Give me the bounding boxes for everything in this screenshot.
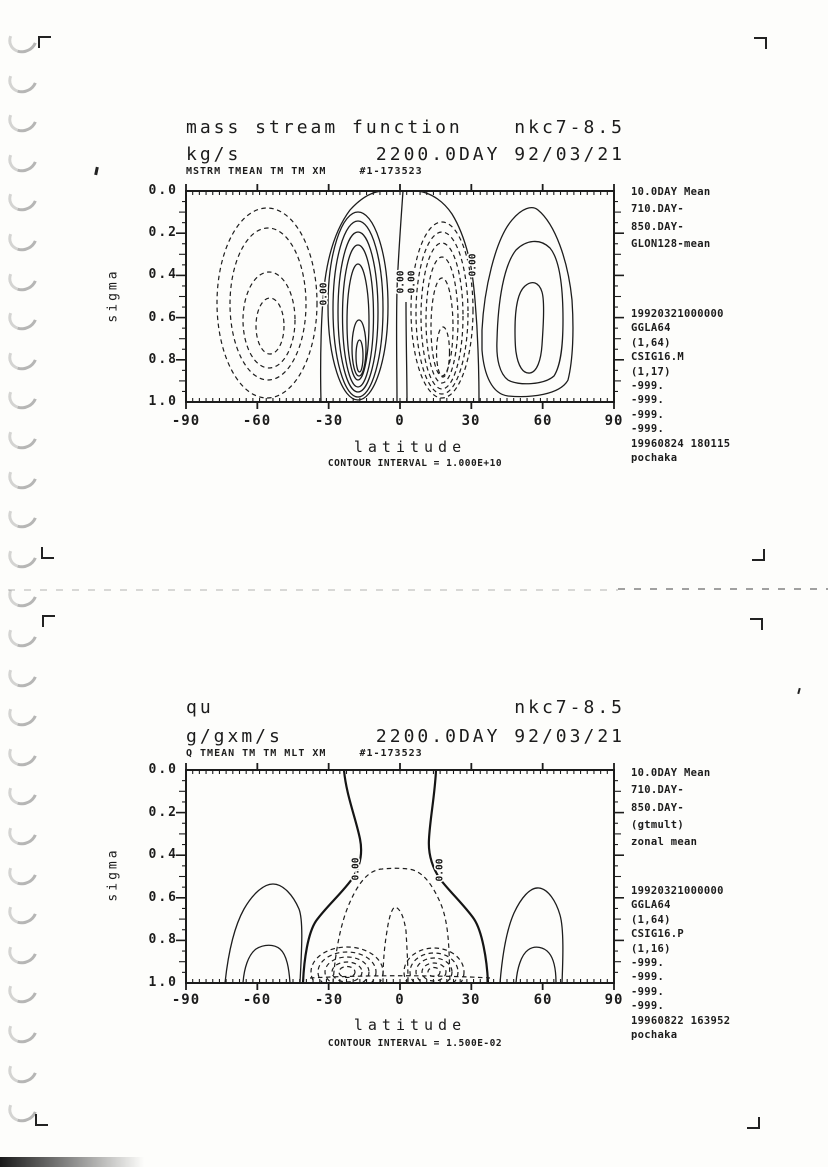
zero-contour-line: [397, 191, 403, 402]
annotation-line: pochaka: [631, 452, 678, 465]
x-tick-label: -60: [242, 992, 272, 1008]
scan-smudge: [0, 1157, 160, 1167]
annotation-line: 10.0DAY Mean: [631, 186, 711, 198]
contour: [356, 340, 363, 372]
y-tick-label: 1.0: [148, 394, 178, 409]
contour: [311, 947, 383, 997]
binder-hole: [4, 655, 43, 692]
binder-hole: [4, 140, 43, 177]
registration-mark: [35, 1114, 48, 1126]
contour: [243, 945, 290, 983]
contour: [338, 232, 378, 392]
binder-hole: [4, 1051, 43, 1088]
zero-contours: [303, 770, 488, 983]
contour: [256, 298, 284, 354]
registration-mark: [38, 36, 51, 48]
x-tick-label: -30: [314, 413, 344, 429]
contour-interval-label: CONTOUR INTERVAL = 1.000E+10: [327, 458, 503, 469]
binder-hole: [4, 298, 43, 335]
annotation-line: -999.: [631, 985, 665, 998]
contour: [225, 884, 302, 983]
y-tick-label: 0.2: [148, 805, 178, 820]
y-tick-label: 0.8: [148, 352, 178, 367]
contour: [516, 947, 556, 983]
x-tick-label: 90: [604, 413, 624, 429]
right-annotations-lower: [631, 884, 730, 1042]
fold-line: [8, 589, 618, 591]
fold-line: [618, 588, 828, 590]
annotation-line: pochaka: [631, 1029, 678, 1042]
annotation-line: 710.DAY-: [631, 203, 684, 216]
time-label: 2200.0DAY 92/03/21: [375, 144, 625, 165]
x-tick-label: 30: [461, 992, 481, 1008]
x-tick-label: 0: [395, 413, 405, 429]
registration-mark: [41, 547, 54, 559]
contour: [515, 283, 544, 373]
y-tick-label: 0.0: [148, 762, 178, 777]
zero-contour-label: 0.00: [467, 253, 479, 277]
zero-contour-label: 0.00: [350, 857, 362, 881]
registration-mark: [747, 1117, 760, 1129]
contour: [497, 241, 563, 383]
annotation-line: zonal mean: [631, 836, 698, 849]
annotation-line: -999.: [631, 408, 665, 421]
variable-header: MSTRM TMEAN TM TM XM: [186, 166, 327, 177]
annotation-line: 19920321000000: [631, 308, 724, 320]
binder-hole: [4, 1011, 43, 1048]
binder-hole: [4, 615, 43, 652]
record-id: #1-173523: [359, 166, 423, 177]
registration-mark: [752, 549, 765, 561]
annotation-line: (1,64): [631, 336, 671, 349]
record-id: #1-173523: [359, 748, 423, 759]
ink-speck: [797, 688, 800, 694]
y-tick-label: 0.4: [148, 847, 178, 862]
contour: [383, 907, 408, 983]
registration-mark: [754, 37, 767, 49]
binder-hole: [4, 179, 43, 216]
contour: [428, 968, 440, 977]
annotation-line: (1,16): [631, 942, 671, 955]
zero-contour-label: 0.00: [406, 270, 418, 294]
binder-hole: [4, 259, 43, 296]
contour-plot-canvas: [160, 180, 630, 420]
contour: [431, 278, 453, 376]
annotation-line: GGLA64: [631, 322, 671, 335]
binder-hole: [4, 813, 43, 850]
binder-hole: [4, 61, 43, 98]
annotation-line: GGLA64: [631, 899, 671, 912]
x-tick-label: -90: [171, 413, 201, 429]
right-annotations-upper: [631, 184, 710, 253]
zero-contour-label: 0.00: [395, 270, 407, 294]
contour: [421, 243, 463, 389]
positive-contours: [225, 884, 563, 983]
x-axis-title: latitude: [353, 438, 467, 456]
contour: [416, 232, 468, 394]
units-label: kg/s: [186, 144, 242, 165]
annotation-line: GLON128-mean: [631, 237, 711, 250]
contour: [411, 222, 473, 398]
binder-hole: [4, 773, 43, 810]
plot-frame: [186, 770, 614, 983]
x-tick-label: -90: [171, 992, 201, 1008]
x-tick-label: -30: [314, 992, 344, 1008]
zero-contour-label: 0.00: [318, 282, 330, 306]
y-tick-label: 0.0: [148, 183, 178, 198]
right-annotations-upper: [631, 765, 710, 851]
y-axis-title: sigma: [105, 847, 121, 902]
contour: [422, 963, 446, 981]
registration-mark: [42, 615, 55, 627]
y-tick-label: 0.4: [148, 267, 178, 282]
binder-hole: [4, 417, 43, 454]
y-axis-title: sigma: [105, 268, 121, 323]
annotation-line: 10.0DAY Mean: [631, 767, 711, 779]
annotation-line: -999.: [631, 394, 665, 407]
binder-hole: [4, 21, 43, 58]
annotation-line: -999.: [631, 1000, 665, 1013]
zero-contour-label: 0.00: [434, 858, 446, 882]
contour: [352, 320, 366, 376]
binder-hole: [4, 338, 43, 375]
zero-contour-line: [406, 302, 407, 402]
contour: [217, 208, 317, 398]
annotation-line: -999.: [631, 957, 665, 970]
x-tick-label: -60: [242, 413, 272, 429]
y-tick-label: 0.2: [148, 225, 178, 240]
contour-interval-label: CONTOUR INTERVAL = 1.500E-02: [327, 1038, 503, 1049]
contour: [482, 208, 573, 397]
binder-hole: [4, 496, 43, 533]
annotation-line: -999.: [631, 971, 665, 984]
binder-hole: [4, 575, 43, 612]
contour: [404, 948, 464, 996]
ink-speck: [94, 167, 99, 175]
right-annotations-lower: [631, 307, 730, 465]
binder-hole: [4, 853, 43, 890]
contour: [437, 327, 450, 377]
units-label: g/gxm/s: [186, 726, 283, 747]
experiment-id: nkc7-8.5: [514, 697, 625, 718]
negative-contours: [217, 208, 473, 398]
contour: [318, 952, 376, 992]
annotation-line: (1,64): [631, 913, 671, 926]
contour: [328, 212, 388, 400]
contour: [333, 868, 450, 983]
binder-hole: [4, 694, 43, 731]
annotation-line: (1,17): [631, 365, 671, 378]
variable-header: Q TMEAN TM TM MLT XM: [186, 748, 327, 759]
binder-hole: [4, 971, 43, 1008]
binder-hole: [4, 734, 43, 771]
binder-hole: [4, 219, 43, 256]
annotation-line: 850.DAY-: [631, 220, 684, 233]
annotation-line: CSIG16.M: [631, 351, 684, 364]
annotation-line: (gtmult): [631, 818, 684, 831]
binder-hole: [4, 932, 43, 969]
binder-hole: [4, 377, 43, 414]
annotation-line: -999.: [631, 423, 665, 436]
annotation-line: 19960822 163952: [631, 1014, 731, 1027]
annotation-line: 850.DAY-: [631, 801, 684, 814]
figure-title: qu: [186, 697, 214, 718]
y-tick-label: 1.0: [148, 975, 178, 990]
contour: [500, 888, 563, 983]
contour: [230, 228, 306, 380]
annotation-line: 19920321000000: [631, 885, 724, 897]
figure-title: mass stream function: [186, 117, 463, 138]
y-tick-label: 0.6: [148, 890, 178, 905]
x-tick-label: 30: [461, 413, 481, 429]
registration-mark: [750, 618, 763, 630]
y-tick-label: 0.8: [148, 932, 178, 947]
binder-hole: [4, 457, 43, 494]
axis-ticks: [176, 184, 624, 409]
contour-plot-canvas: [160, 759, 630, 1001]
axis-ticks: [176, 763, 624, 990]
binder-hole: [4, 536, 43, 573]
x-tick-label: 90: [604, 992, 624, 1008]
x-tick-label: 60: [533, 413, 553, 429]
contour: [347, 264, 369, 380]
annotation-line: -999.: [631, 380, 665, 393]
time-label: 2200.0DAY 92/03/21: [375, 726, 625, 747]
binder-hole: [4, 892, 43, 929]
annotation-line: CSIG16.P: [631, 928, 684, 941]
contour: [410, 953, 458, 991]
x-tick-label: 60: [533, 992, 553, 1008]
x-tick-label: 0: [395, 992, 405, 1008]
experiment-id: nkc7-8.5: [514, 117, 625, 138]
annotation-line: 710.DAY-: [631, 784, 684, 797]
binder-hole: [4, 100, 43, 137]
negative-contours: [310, 868, 490, 997]
y-tick-label: 0.6: [148, 310, 178, 325]
x-axis-title: latitude: [353, 1016, 467, 1034]
annotation-line: 19960824 180115: [631, 437, 731, 450]
